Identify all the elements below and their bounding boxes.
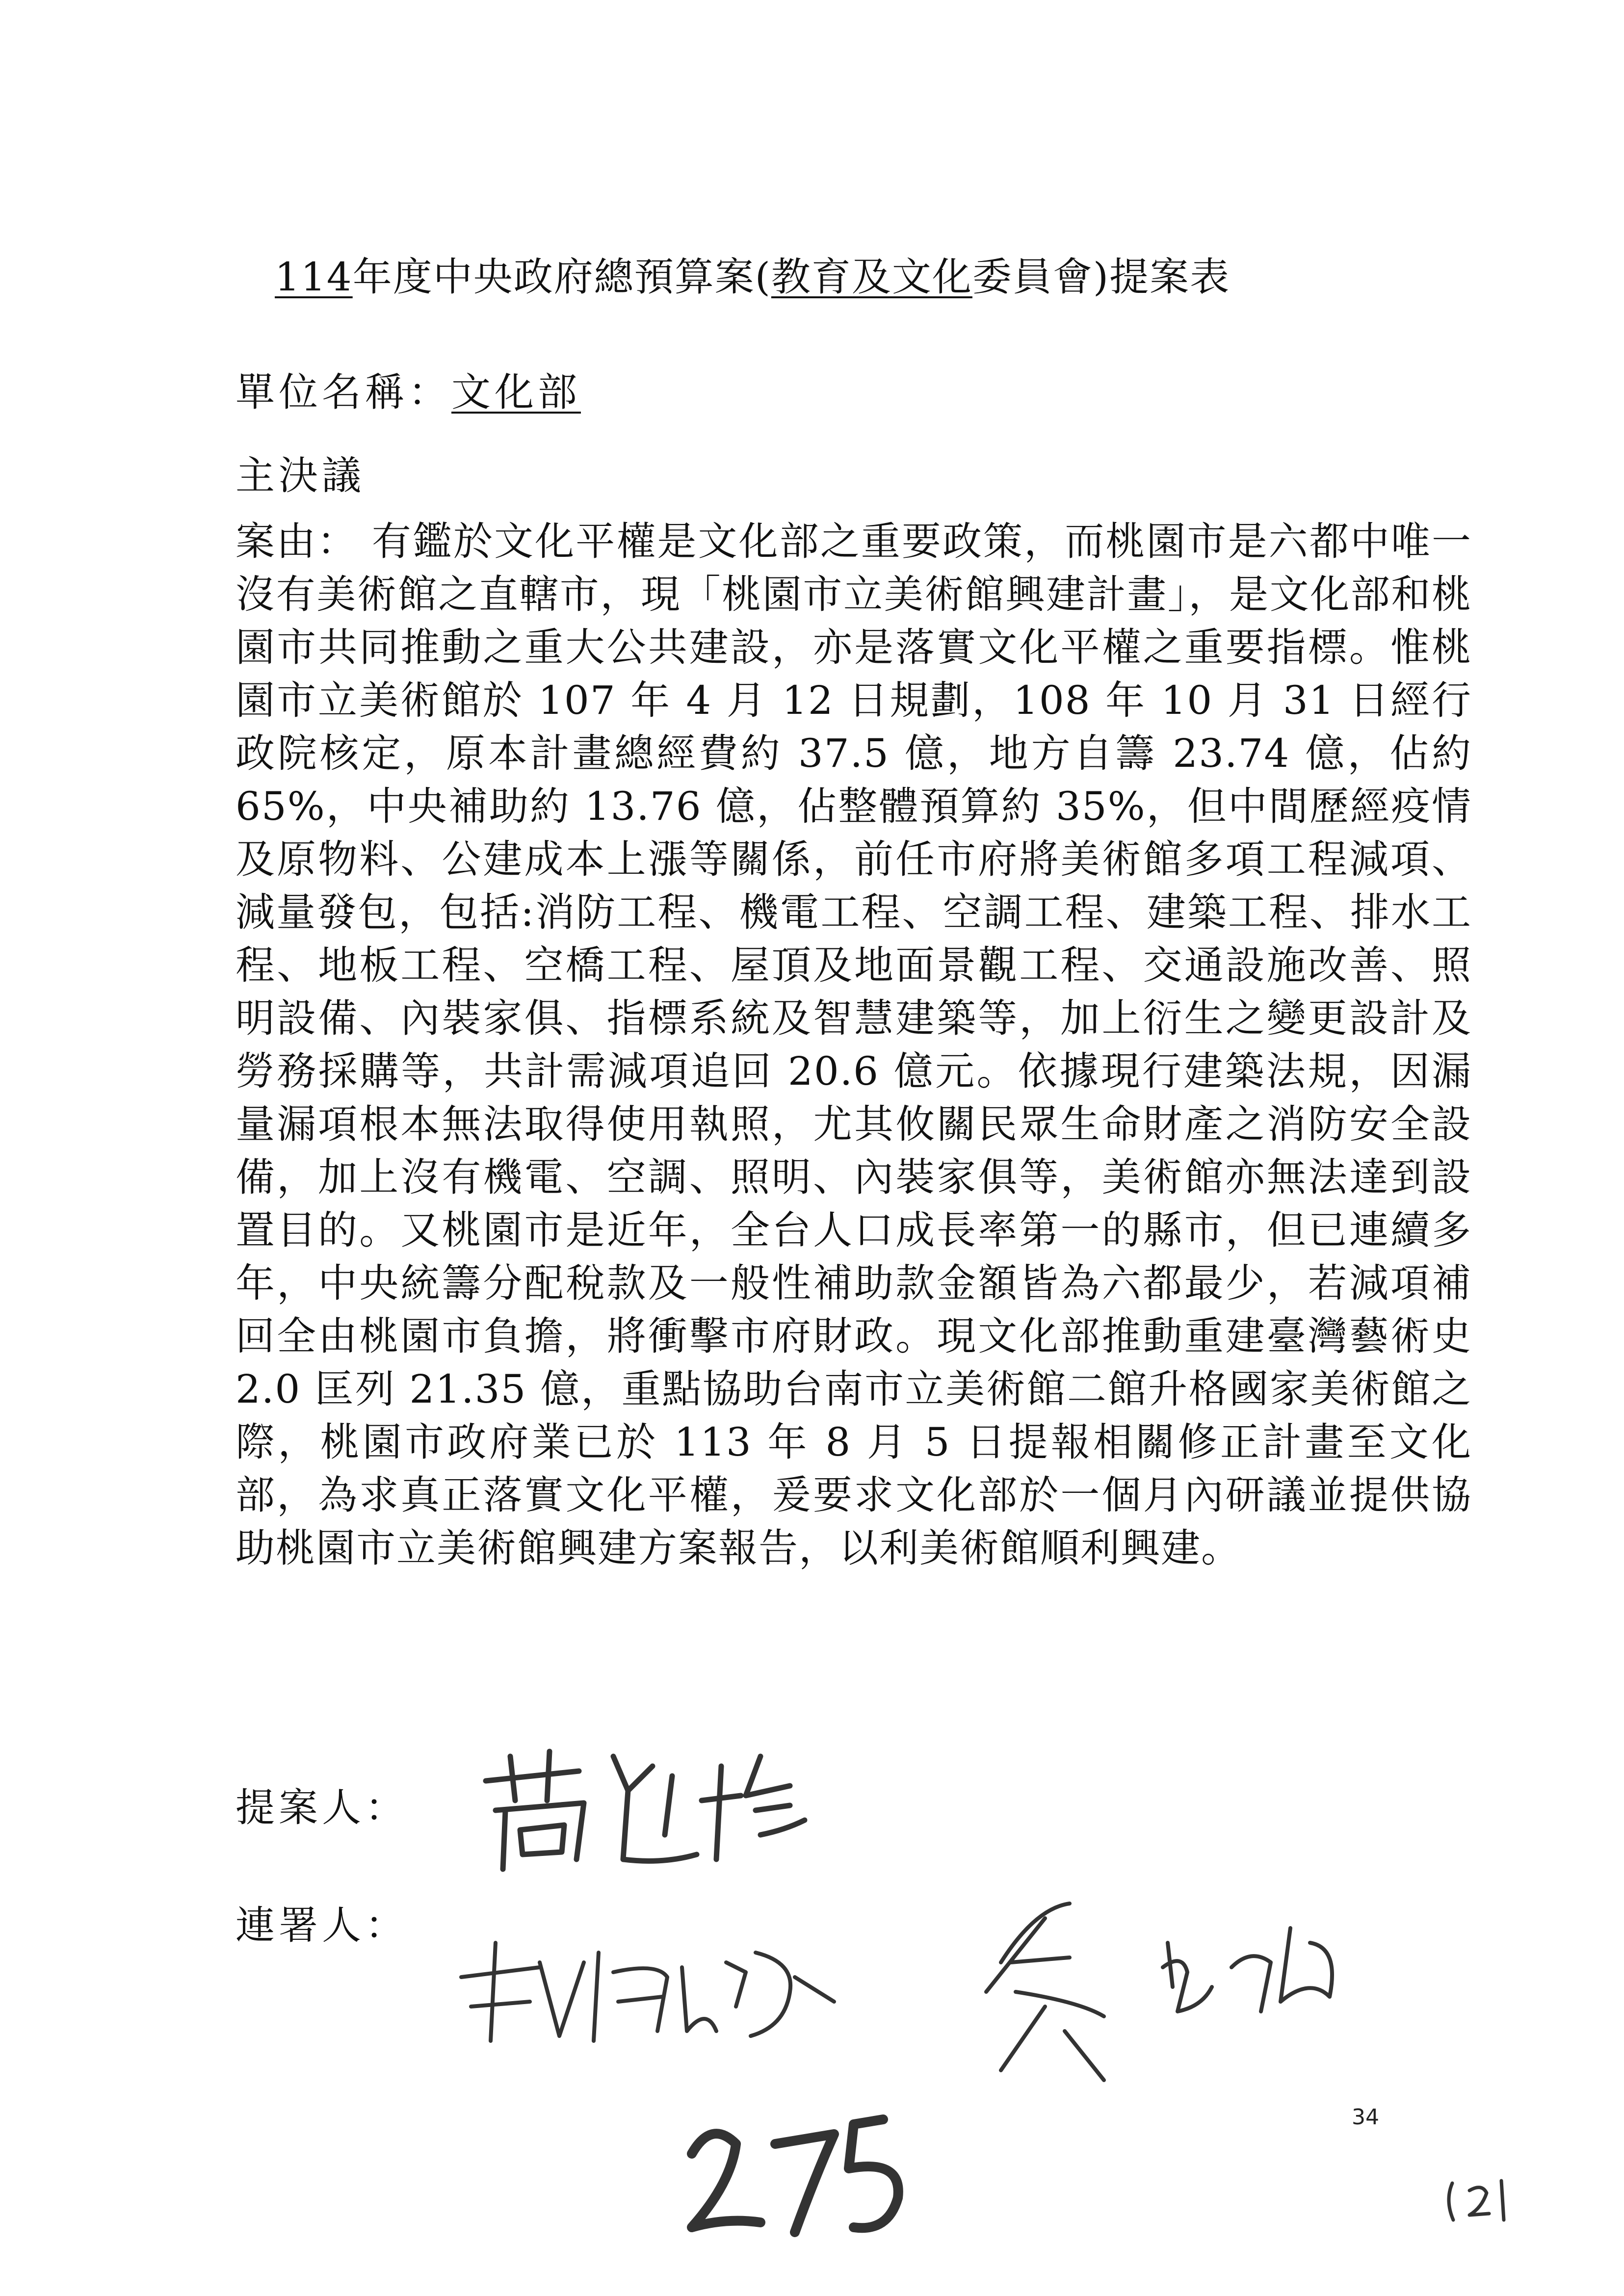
proposer-label: 提案人： bbox=[236, 1785, 408, 1830]
resolution-type: 主決議 bbox=[236, 453, 365, 498]
page-title bbox=[275, 245, 1403, 302]
cosigner-signature-1 bbox=[451, 1933, 864, 2061]
title-year: 114 bbox=[275, 254, 353, 300]
corner-mark-drawing bbox=[1442, 2173, 1516, 2227]
case-body bbox=[236, 515, 1472, 1575]
case-text: 有鑑於文化平權是文化部之重要政策，而桃園市是六都中唯一沒有美術館之直轄市，現「桃園市立美術館興建計畫」，是文化部和桃園市共同推動之重大公共建設，亦是落實文化平權之重要指標。惟桃園市立美術館於 107 年 4 月 12 日規劃，108 年 10 月 31 日經行政院核定，原本計畫總經費約 37.5 億，地方自籌 23.74 億，佔約 65%，中央補助約 13.76 億，佔整體預算約 35%，但中間歷經疫情及原物料、公建成本上漲等關係，前任市府將美術館多項工程減項、減量發包，包括:消防工程、機電工程、空調工程、建築工程、排水工程、地板工程、空橋工程、屋頂及地面景觀工程、交通設施改善、照明設備、內裝家俱、指標系統及智慧建築等，加上衍生之變更設計及勞務採購等，共計需減項追回 20.6 億元。依據現行建築法規，因漏量漏項根本無法取得使用執照，尤其攸關民眾生命財產之消防安全設備，加上沒有機電、空調、照明、內裝家俱等，美術館亦無法達到設置目的。又桃園市是近年，全台人口成長率第一的縣市，但已連續多年，中央統籌分配稅款及一般性補助款金額皆為六都最少，若減項補回全由桃園市負擔，將衝擊市府財政。現文化部推動重建臺灣藝術史 2.0 匡列 21.35 億，重點協助台南市立美術館二館升格國家美術館之際，桃園市政府業已於 113 年 8 月 5 日提報相關修正計畫至文化部，為求真正落實文化平權，爰要求文化部於一個月內研議並提供協助桃園市立美術館興建方案報告，以利美術館順利興建。 bbox=[236, 519, 1472, 1571]
corner-mark bbox=[1442, 2173, 1516, 2229]
title-part2: 委員會)提案表 bbox=[972, 254, 1231, 300]
handwritten-number bbox=[677, 2100, 942, 2247]
case-label: 案由： bbox=[236, 519, 358, 564]
page-number: 34 bbox=[1352, 2105, 1379, 2130]
unit-value: 文化部 bbox=[451, 369, 581, 415]
title-committee: 教育及文化 bbox=[771, 254, 972, 300]
title-part1: 年度中央政府總預算案( bbox=[352, 254, 771, 300]
unit-row bbox=[236, 361, 581, 417]
handwritten-number-drawing bbox=[677, 2100, 942, 2247]
unit-label: 單位名稱： bbox=[236, 369, 451, 415]
cosigner-signature-2 bbox=[957, 1889, 1359, 2095]
proposer-signature bbox=[466, 1737, 829, 1884]
cosigners-label: 連署人： bbox=[236, 1903, 408, 1948]
